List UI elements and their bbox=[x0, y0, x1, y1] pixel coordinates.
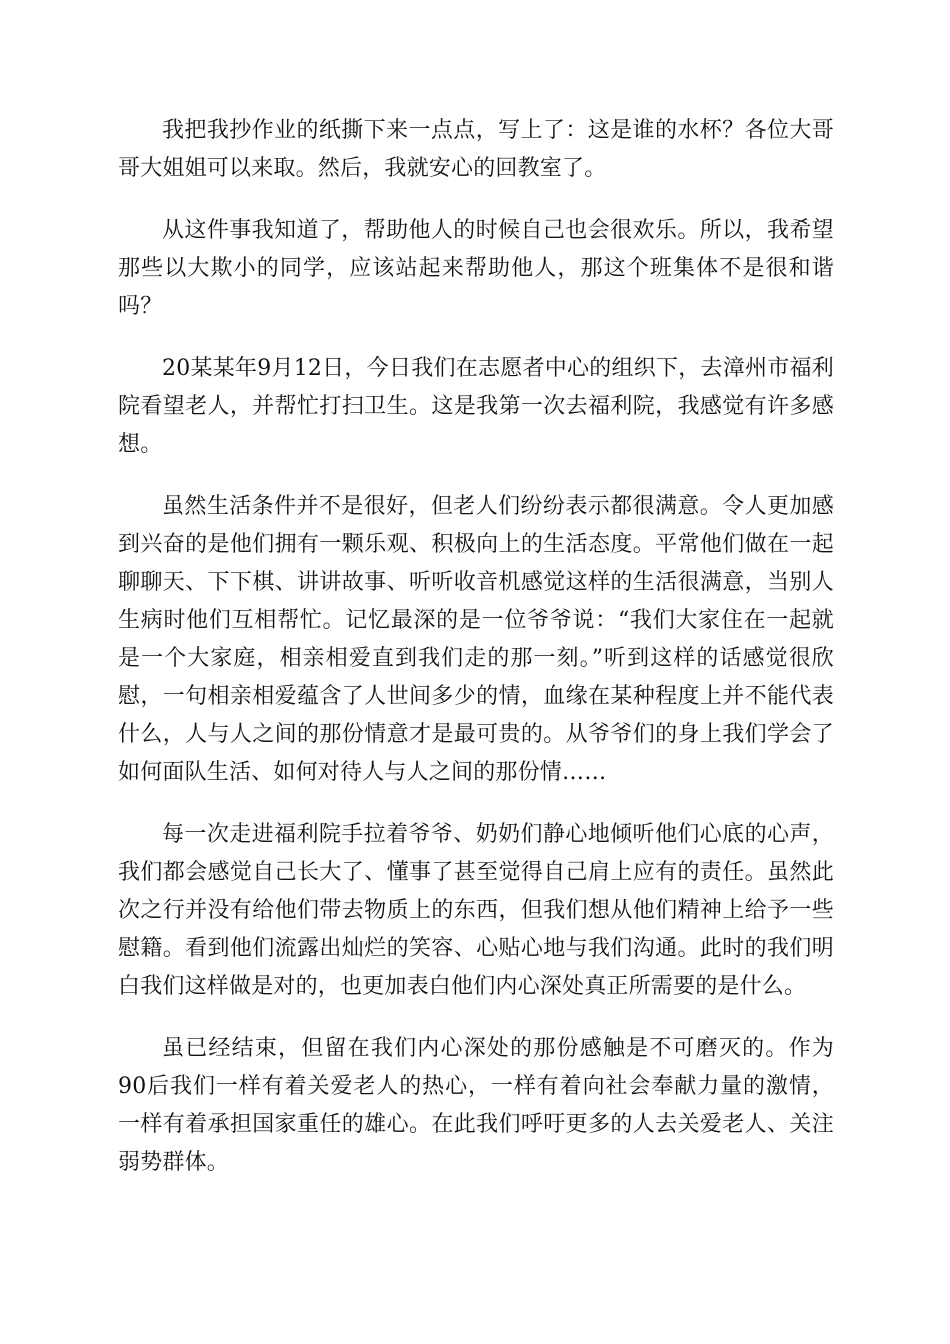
paragraph-3: 20某某年9月12日，今日我们在志愿者中心的组织下，去漳州市福利院看望老人，并帮忙打扫卫生。这是我第一次去福利院，我感觉有许多感想。 bbox=[118, 356, 834, 457]
paragraph-4: 虽然生活条件并不是很好，但老人们纷纷表示都很满意。令人更加感到兴奋的是他们拥有一颗乐观、积极向上的生活态度。平常他们做在一起聊聊天、下下棋、讲讲故事、听听收音机感觉这样的生活很满意，当别人生病时他们互相帮忙。记忆最深的是一位爷爷说：“我们大家住在一起就是一个大家庭，相亲相爱直到我们走的那一刻。”听到这样的话感觉很欣慰，一句相亲相爱蕴含了人世间多少的情，血缘在某种程度上并不能代表什么，人与人之间的那份情意才是最可贵的。从爷爷们的身上我们学会了如何面队生活、如何对待人与人之间的那份情…… bbox=[118, 494, 834, 785]
paragraph-5: 每一次走进福利院手拉着爷爷、奶奶们静心地倾听他们心底的心声，我们都会感觉自己长大了、懂事了甚至觉得自己肩上应有的责任。虽然此次之行并没有给他们带去物质上的东西，但我们想从他们精神上给予一些慰籍。看到他们流露出灿烂的笑容、心贴心地与我们沟通。此时的我们明白我们这样做是对的，也更加表白他们内心深处真正所需要的是什么。 bbox=[118, 822, 834, 999]
paragraph-6: 虽已经结束，但留在我们内心深处的那份感触是不可磨灭的。作为90后我们一样有着关爱老人的热心，一样有着向社会奉献力量的激情，一样有着承担国家重任的雄心。在此我们呼吁更多的人去关爱老人、关注弱势群体。 bbox=[118, 1036, 834, 1175]
document-page bbox=[118, 112, 834, 1206]
paragraph-2: 从这件事我知道了，帮助他人的时候自己也会很欢乐。所以，我希望那些以大欺小的同学，应该站起来帮助他人，那这个班集体不是很和谐吗？ bbox=[118, 218, 834, 319]
paragraph-1: 我把我抄作业的纸撕下来一点点，写上了：这是谁的水杯？各位大哥哥大姐姐可以来取。然后，我就安心的回教室了。 bbox=[118, 118, 834, 181]
